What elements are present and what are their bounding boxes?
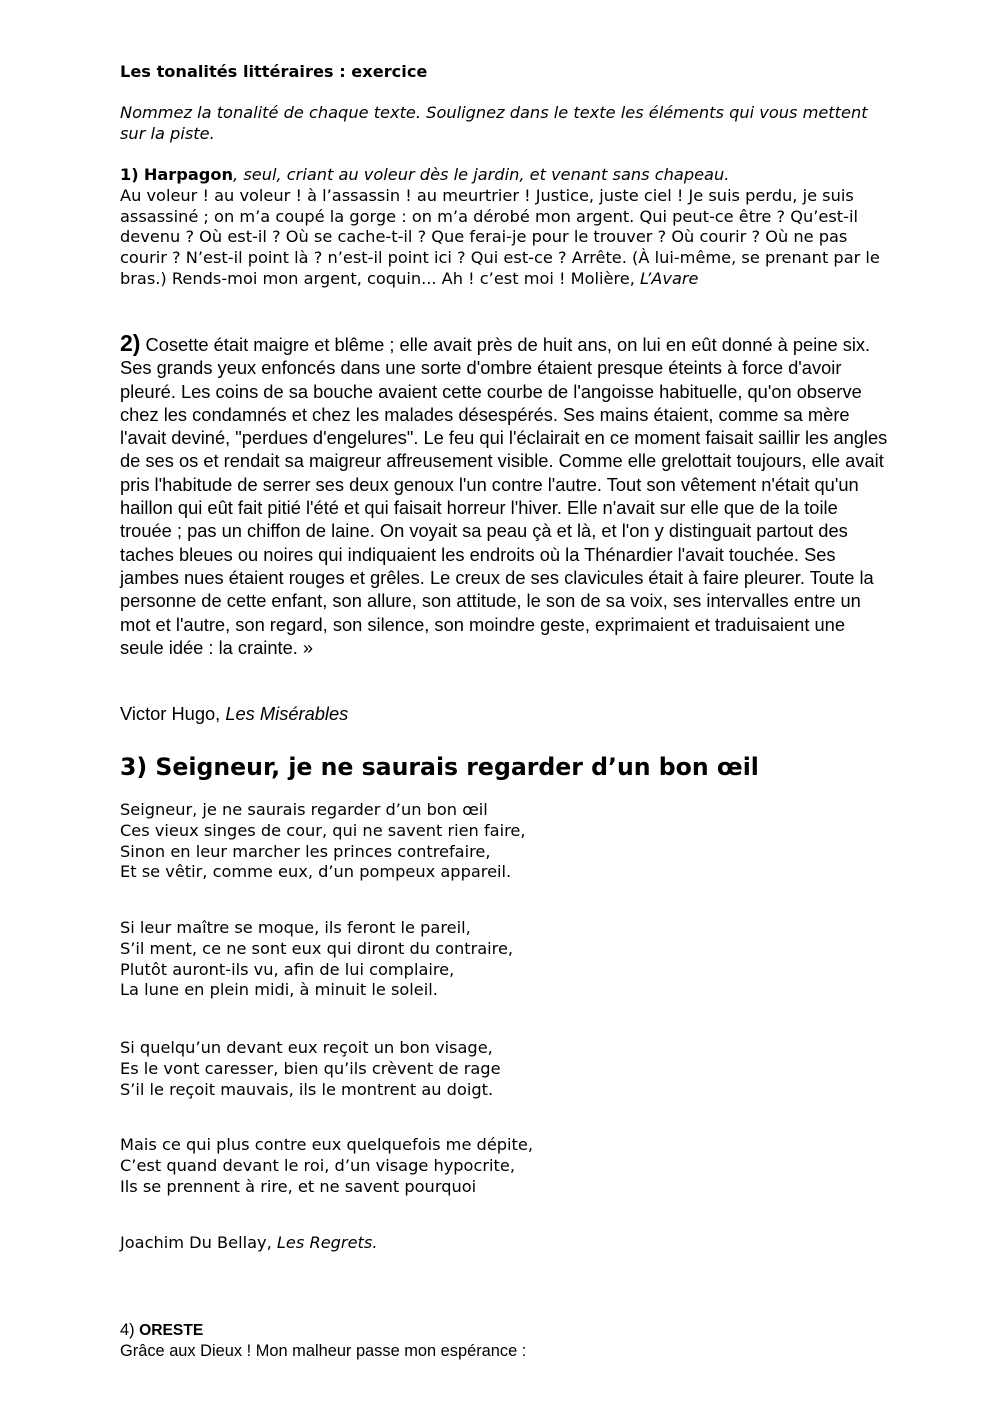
- section-2-citation: [120, 702, 890, 725]
- poem-stanza-1: [120, 800, 890, 883]
- section-1-header: [120, 165, 890, 186]
- section-3-citation: [120, 1233, 890, 1254]
- poem-line: Mais ce qui plus contre eux quelquefois me dépite,: [120, 1135, 534, 1154]
- poem-line: Ces vieux singes de cour, qui ne savent rien faire,: [120, 820, 526, 840]
- stage-direction: , seul, criant au voleur dès le jardin, et venant sans chapeau.: [233, 165, 730, 184]
- poem-line: Plutôt auront-ils vu, afin de lui complaire,: [120, 959, 455, 979]
- poem-line: Es le vont caresser, bien qu’ils crèvent de rage: [120, 1058, 501, 1078]
- exercise-instructions: Nommez la tonalité de chaque texte. Soulignez dans le texte les éléments qui vous mettent sur la piste.: [120, 103, 868, 143]
- section-2-text: Cosette était maigre et blême ; elle avait près de huit ans, on lui en eût donné à peine six. Ses grands yeux enfoncés dans une sorte d'ombre étaient presque éteints à force d'avoir pleuré. Les coins de sa bouche avaient cette courbe de l'angoisse habituelle, qu'on observe chez les condamnés et chez les malades désespérés. Ses mains étaient, comme sa mère l'avait deviné, "perdues d'engelures". Le feu qui l'éclairait en ce moment faisait saillir les angles de ses os et rendait sa maigreur affreusement visible. Comme elle grelottait toujours, elle avait pris l'habitude de serrer ses deux genoux l'un contre l'autre. Tout son vêtement n'était qu'un haillon qui eût fait pitié l'été et qui faisait horreur l'hiver. Elle n'avait sur elle que de la toile trouée ; pas un chiffon de laine. On voyait sa peau çà et là, et l'on y distinguait partout des taches bleues ou noires qui indiquaient les endroits où la Thénardier l'avait touchée. Ses jambes nues étaient rouges et grêles. Le creux de ses clavicules était à faire pleurer. Toute la personne de cette enfant, son allure, son attitude, le son de sa voix, ses intervalles entre un mot et l'autre, son regard, son silence, son moindre geste, exprimaient et traduisaient une seule idée : la crainte. »: [120, 334, 888, 658]
- section-2-number: 2): [120, 330, 141, 356]
- section-1-author: Molière,: [570, 268, 641, 288]
- section-1-text: Au voleur ! au voleur ! à l’assassin ! au meurtrier ! Justice, juste ciel ! Je suis perdu, je suis assassiné ; on m’a coupé la gorge : on m’a dérobé mon argent. Qui peut-ce être ? Qu’est-il devenu ? Où est-il ? Où se cache-t-il ? Que ferai-je pour le trouver ? Où courir ? Où ne pas courir ? N’est-il point là ? n’est-il point ici ? Qui est-ce ? Arrête. (À lui-même, se prenant par le bras.) Rends-moi mon argent, coquin... Ah ! c’est moi !: [120, 185, 880, 288]
- section-3-work: Les Regrets.: [276, 1233, 378, 1252]
- section-4-number: 4): [120, 1321, 140, 1339]
- poem-line: Si leur maître se moque, ils feront le pareil,: [120, 918, 471, 937]
- poem-line: C’est quand devant le roi, d’un visage hypocrite,: [120, 1155, 515, 1175]
- section-3-author: Joachim Du Bellay,: [120, 1233, 277, 1252]
- section-1-body: [120, 186, 890, 290]
- poem-line: La lune en plein midi, à minuit le soleil.: [120, 980, 438, 1000]
- section-4-header: [120, 1320, 890, 1341]
- section-2-hugo: [120, 332, 890, 659]
- poem-line: Sinon en leur marcher les princes contrefaire,: [120, 841, 491, 861]
- section-1-work: L’Avare: [640, 268, 699, 288]
- poem-stanza-3: [120, 1038, 890, 1100]
- character-name: Harpagon: [143, 165, 234, 184]
- poem-line: Seigneur, je ne saurais regarder d’un bon œil: [120, 800, 488, 819]
- section-2-author: Victor Hugo,: [120, 703, 226, 724]
- section-1-number: 1): [120, 165, 139, 184]
- section-1-moliere: [120, 165, 890, 290]
- section-4-character: ORESTE: [139, 1322, 204, 1339]
- poem-line: Ils se prennent à rire, et ne savent pourquoi: [120, 1176, 477, 1196]
- poem-stanza-2: [120, 918, 890, 1001]
- section-2-work: Les Misérables: [225, 703, 349, 724]
- poem-line: Et se vêtir, comme eux, d’un pompeux appareil.: [120, 862, 512, 882]
- poem-stanza-4: [120, 1135, 890, 1197]
- document-title: Les tonalités littéraires : exercice: [120, 62, 428, 81]
- poem-line: Si quelqu’un devant eux reçoit un bon visage,: [120, 1038, 493, 1057]
- section-4-first-line: Grâce aux Dieux ! Mon malheur passe mon espérance :: [120, 1342, 527, 1360]
- section-3-heading: 3) Seigneur, je ne saurais regarder d’un bon œil: [120, 753, 759, 781]
- poem-line: S’il ment, ce ne sont eux qui diront du contraire,: [120, 938, 514, 958]
- poem-line: S’il le reçoit mauvais, ils le montrent au doigt.: [120, 1079, 494, 1099]
